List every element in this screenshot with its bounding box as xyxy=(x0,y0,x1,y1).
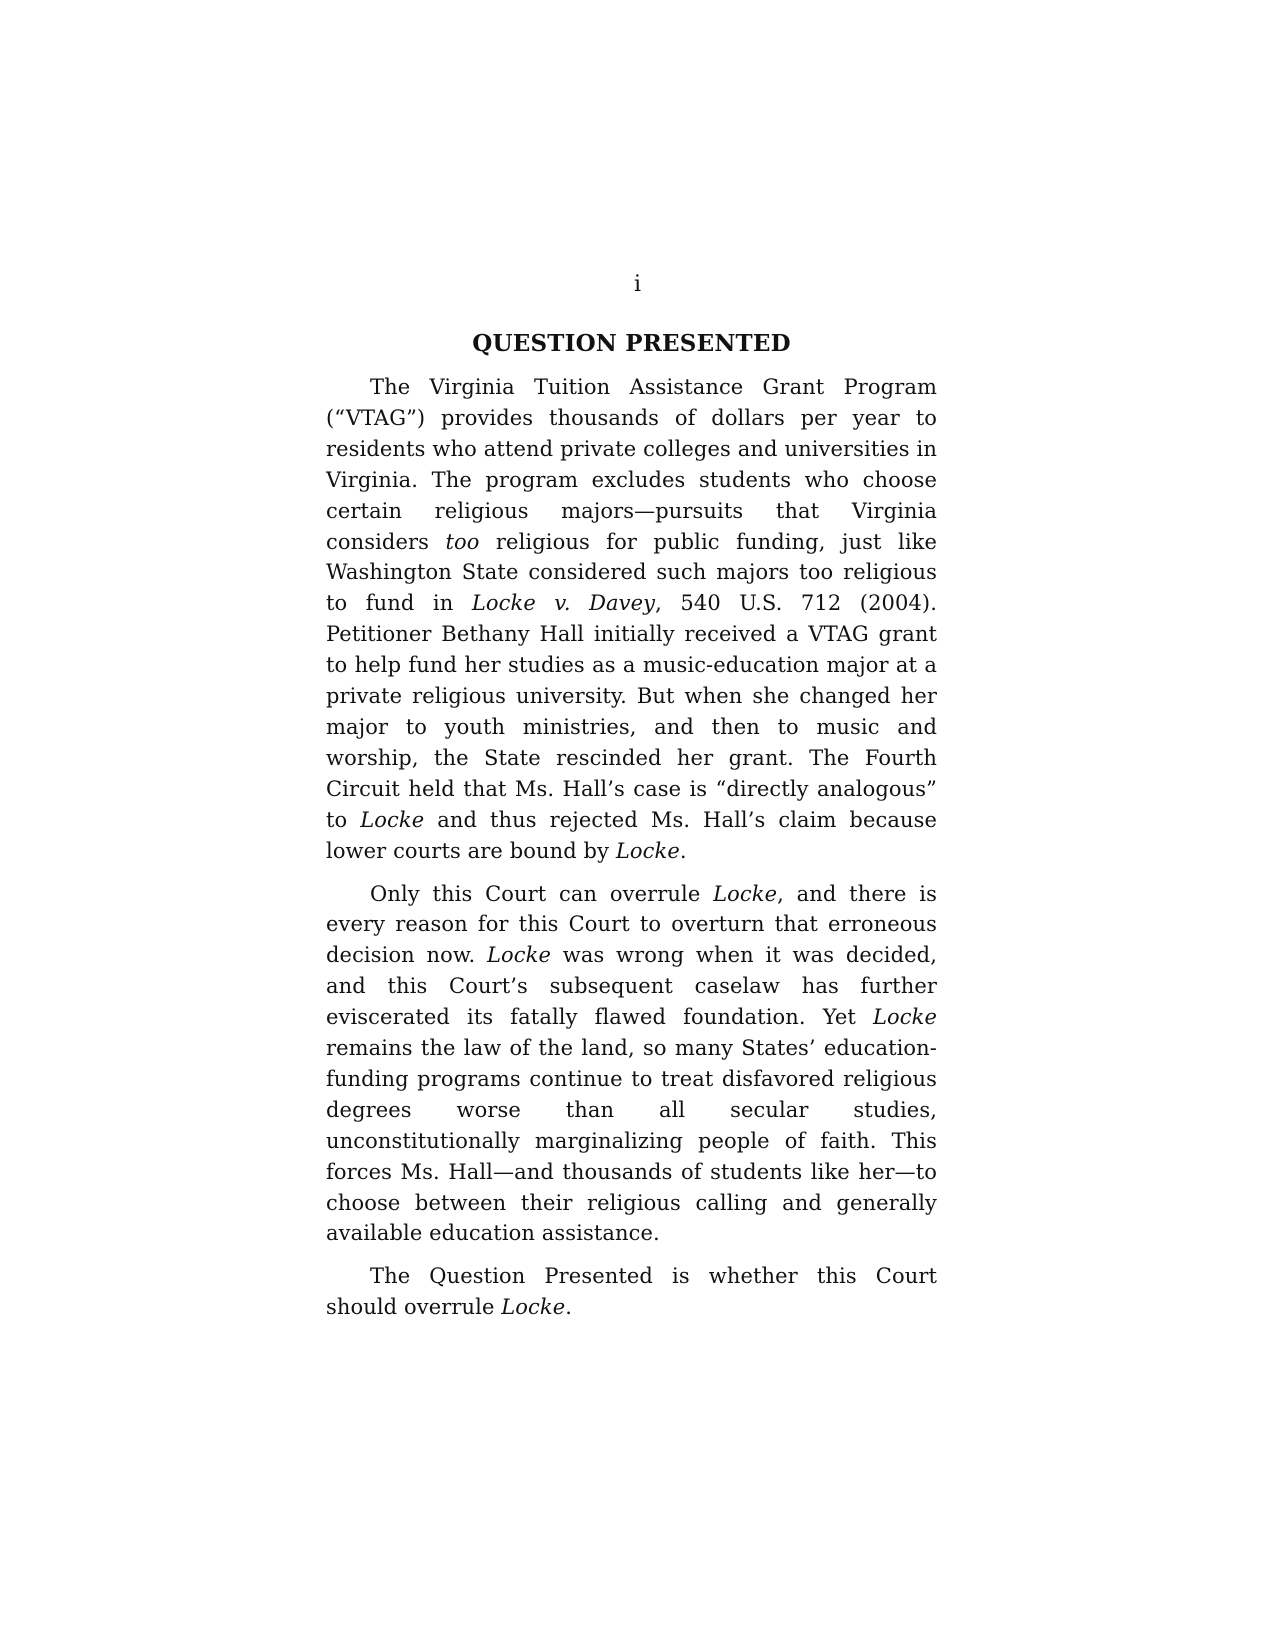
text-run: religious for public funding, just like Washington State considered such majors too religious to fund in xyxy=(326,529,937,616)
text-run: The Question Presented is whether this Court should overrule xyxy=(326,1264,937,1320)
section-heading: QUESTION PRESENTED xyxy=(472,330,791,357)
italic-text-run: Locke xyxy=(713,881,778,906)
italic-text-run: Locke v. Davey xyxy=(471,591,656,616)
text-run: and thus rejected Ms. Hall’s claim because lower courts are bound by xyxy=(326,807,938,863)
italic-text-run: Locke xyxy=(360,807,425,832)
text-run: The Virginia Tuition Assistance Grant Program (“VTAG”) provides thousands of dollars per year to residents who attend private colleges and universities in Virginia. The program excludes students who choose certain religious majors—pursuits that Virginia considers xyxy=(326,375,937,554)
text-run: Only this Court can overrule xyxy=(370,881,714,906)
text-run: was wrong when it was decided, and this Court’s subsequent caselaw has further eviscerated its fatally flawed foundation. Yet xyxy=(326,943,937,1030)
italic-text-run: Locke xyxy=(487,943,552,968)
paragraph-1 xyxy=(326,372,937,867)
paragraph-3 xyxy=(326,1261,937,1323)
paragraph-2 xyxy=(326,879,937,1250)
document-body xyxy=(326,372,937,1323)
italic-text-run: Locke xyxy=(872,1005,937,1030)
italic-text-run: Locke xyxy=(501,1295,566,1320)
page-number: i xyxy=(633,272,642,297)
italic-text-run: too xyxy=(445,529,480,554)
text-run: . xyxy=(679,838,687,863)
italic-text-run: Locke xyxy=(615,838,680,863)
text-run: . xyxy=(565,1295,573,1320)
text-run: , and there is every reason for this Court to overturn that erroneous decision now. xyxy=(326,881,937,968)
text-run: , 540 U.S. 712 (2004). Petitioner Bethany Hall initially received a VTAG grant to help fund her studies as a music-education major at a private religious university. But when she changed her major to youth ministries, and then to music and worship, the State rescinded her grant. The Fourth Circuit held that Ms. Hall’s case is “directly analogous” to xyxy=(326,591,937,832)
text-run: remains the law of the land, so many States’ education-funding programs continue to treat disfavored religious degrees worse than all secular studies, unconstitutionally marginalizing people of faith. This forces Ms. Hall—and thousands of students like her—to choose between their religious calling and generally available education assistance. xyxy=(326,1036,937,1246)
